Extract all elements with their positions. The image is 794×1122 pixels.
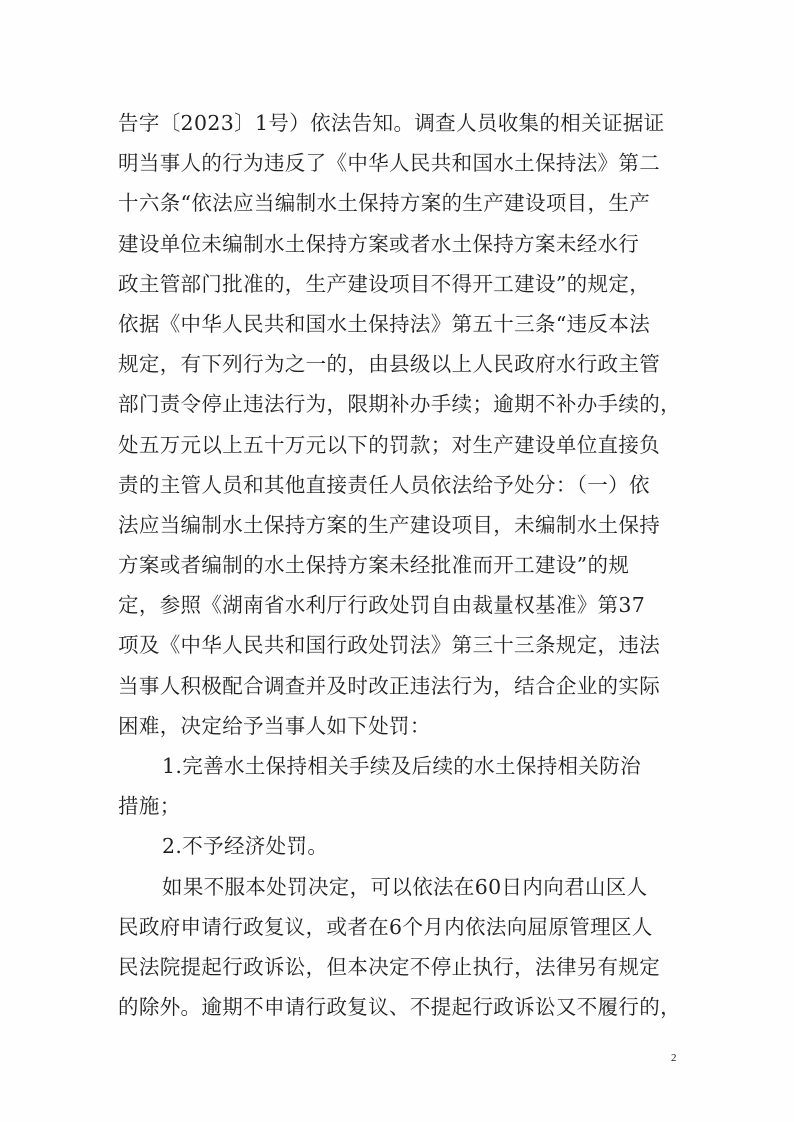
paragraph-start: 如果不服本处罚决定，可以依法在60日内向君山区人	[162, 874, 648, 899]
text-line: 措施；	[118, 794, 181, 819]
text-line: 民法院提起行政诉讼，但本决定不停止执行，法律另有规定	[118, 954, 661, 979]
text-line: 法应当编制水土保持方案的生产建设项目，未编制水土保持	[118, 512, 661, 537]
text-line: 项及《中华人民共和国行政处罚法》第三十三条规定，违法	[118, 633, 661, 658]
text-line: 民政府申请行政复议，或者在6个月内依法向屈原管理区人	[118, 914, 653, 939]
list-item-2: 2.不予经济处罚。	[162, 834, 329, 859]
text-line: 定，参照《湖南省水利厅行政处罚自由裁量权基准》第37	[118, 593, 646, 618]
text-line: 政主管部门批准的，生产建设项目不得开工建设”的规定，	[118, 271, 651, 296]
text-line: 建设单位未编制水土保持方案或者水土保持方案未经水行	[118, 231, 640, 256]
text-line: 当事人积极配合调查并及时改正违法行为，结合企业的实际	[118, 673, 661, 698]
text-line: 的除外。逾期不申请行政复议、不提起行政诉讼又不履行的，	[118, 995, 681, 1020]
text-line: 责的主管人员和其他直接责任人员依法给予处分：（一）依	[118, 472, 650, 497]
text-line: 处五万元以上五十万元以下的罚款；对生产建设单位直接负	[118, 432, 661, 457]
text-line: 部门责令停止违法行为，限期补办手续；逾期不补办手续的，	[118, 392, 681, 417]
text-line: 告字〔2023〕1号）依法告知。调查人员收集的相关证据证	[118, 111, 665, 135]
text-line: 十六条“依法应当编制水土保持方案的生产建设项目，生产	[118, 191, 651, 216]
text-line: 依据《中华人民共和国水土保持法》第五十三条“违反本法	[118, 311, 651, 336]
list-item-1: 1.完善水土保持相关手续及后续的水土保持相关防治	[162, 754, 641, 778]
text-line: 规定，有下列行为之一的，由县级以上人民政府水行政主管	[118, 352, 661, 377]
page-number: 2	[671, 1052, 677, 1064]
text-line: 困难，决定给予当事人如下处罚：	[118, 713, 431, 738]
text-line: 明当事人的行为违反了《中华人民共和国水土保持法》第二	[118, 151, 661, 176]
body-text	[118, 103, 683, 1027]
text-line: 方案或者编制的水土保持方案未经批准而开工建设”的规	[118, 553, 630, 578]
